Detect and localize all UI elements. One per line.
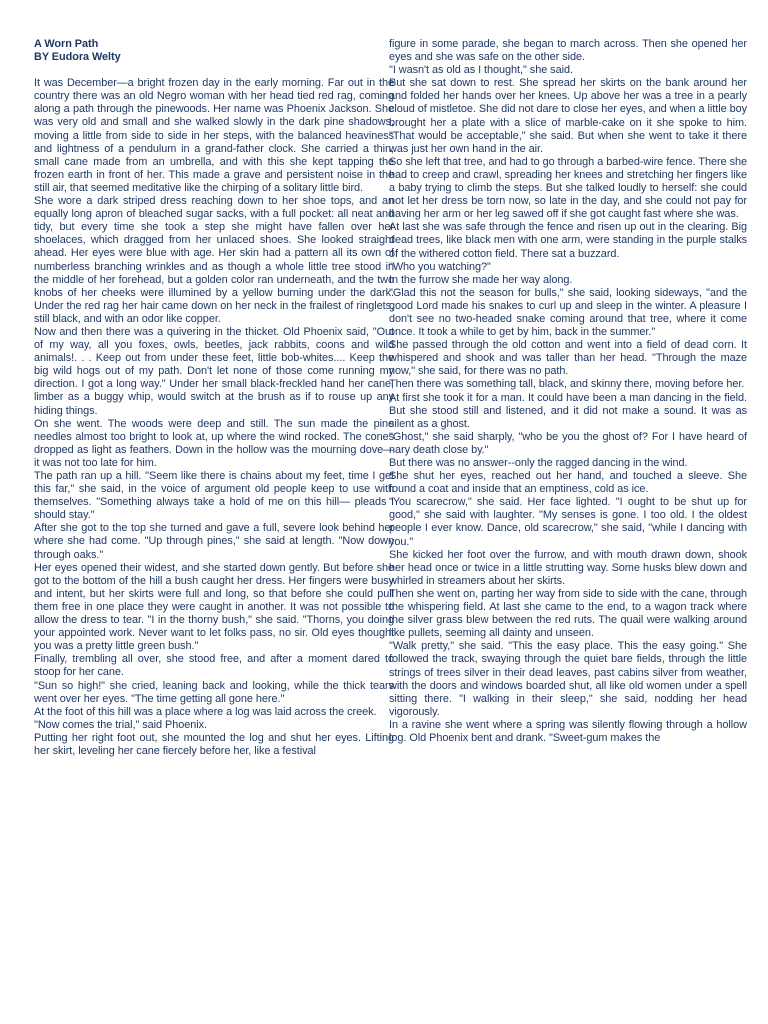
paragraph: After she got to the top she turned and gave a full, severe look behind her where she had come. "Up through pines," she said at length. "Now down through oaks."	[34, 522, 394, 561]
paragraph: So she left that tree, and had to go through a barbed-wire fence. There she had to creep and crawl, spreading her knees and stretching her fingers like a baby trying to climb the steps. But she talked loudly to herself: she could not let her dress be torn now, so late in the day, and she could not pay for having her arm or her leg sawed off if she got caught fast where she was.	[389, 155, 747, 221]
paragraph: It was December—a bright frozen day in the early morning. Far out in the country there was an old Negro woman with her head tied red rag, coming along a path through the pinewoods. Her name was Phoenix Jackson. She was very old and small and she walked slowly in the dark pine shadows, moving a little from side to side in her steps, with the balanced heaviness and lightness of a pendulum in a grand-father clock. She carried a thin, small cane made from an umbrella, and with this she kept tapping the frozen earth in front of her. This made a grave and persistent noise in the still air, that seemed meditative like the chirping of a solitary little bird.	[34, 77, 394, 194]
paragraph: "Glad this not the season for bulls," she said, looking sideways, "and the good Lord made his snakes to curl up and sleep in the winter. A pleasure I don't see no two-headed snake coming around that tree, where it come once. It took a while to get by him, back in the summer."	[389, 286, 747, 339]
paragraph: "Who you watching?"	[389, 260, 491, 273]
paragraph: She passed through the old cotton and went into a field of dead corn. It whispered and shook and was taller than her head. "Through the maze now," she said, for there was no path.	[389, 339, 747, 378]
paragraph: She shut her eyes, reached out her hand, and touched a sleeve. She found a coat and inside that an emptiness, cold as ice.	[389, 470, 747, 496]
paragraph: "Walk pretty," she said. "This the easy place. This the easy going." She followed the track, swaying through the quiet bare fields, through the little strings of trees silver in their dead leaves, past cabins silver from weather, with the doors and windows boarded shut, all like old women under a spell sitting there. "I walking in their sleep," she said, nodding her head vigorously.	[389, 640, 747, 718]
document-title: A Worn Path	[34, 38, 99, 50]
paragraph: "Now comes the trial," said Phoenix.	[34, 718, 207, 731]
right-column	[389, 38, 747, 745]
paragraph: She wore a dark striped dress reaching down to her shoe tops, and an equally long apron of bleached sugar sacks, with a full pocket: all neat and tidy, but every time she took a step she might have fallen over her shoelaces, which dragged from her unlaced shoes. She looked straight ahead. Her eyes were blue with age. Her skin had a pattern all its own of numberless branching wrinkles and as though a whole little tree stood in the middle of her forehead, but a golden color ran underneath, and the two knobs of her cheeks were illumined by a yellow burning under the dark. Under the red rag her hair came down on her neck in the frailest of ringlets, still black, and with an odor like copper.	[34, 195, 394, 325]
paragraph: "You scarecrow," she said. Her face lighted. "I ought to be shut up for good," she said with laughter. "My senses is gone. I too old. I the oldest people I ever know. Dance, old scarecrow," she said, "while I dancing with you."	[389, 496, 747, 548]
paragraph: The path ran up a hill. "Seem like there is chains about my feet, time I get this far," she said, in the voice of argument old people keep to use with themselves. "Something always take a hold of me on this hill— pleads I should stay."	[34, 470, 394, 522]
paragraph: Finally, trembling all over, she stood free, and after a moment dared to stoop for her cane.	[34, 653, 394, 679]
paragraph: But there was no answer--only the ragged dancing in the wind.	[389, 457, 688, 469]
paragraph: "Ghost," she said sharply, "who be you the ghost of? For I have heard of nary death close by."	[389, 430, 747, 456]
paragraph: In the furrow she made her way along.	[389, 273, 573, 286]
author-line: BY Eudora Welty	[34, 51, 121, 64]
paragraph: "I wasn't as old as I thought," she said.	[389, 64, 573, 77]
left-column	[34, 38, 394, 758]
paragraph: In a ravine she went where a spring was silently flowing through a hollow log. Old Phoenix bent and drank. "Sweet-gum makes the	[389, 718, 747, 744]
paragraph: On she went. The woods were deep and still. The sun made the pine needles almost too bright to look at, up where the wind rocked. The cones dropped as light as feathers. Down in the hollow was the mourning dove—it was not too late for him.	[34, 417, 394, 469]
paragraph: Now and then there was a quivering in the thicket. Old Phoenix said, "Out of my way, all you foxes, owls, beetles, jack rabbits, coons and wild animals!. . . Keep out from under these feet, little bob-whites.... Keep the big wild hogs out of my path. Don't let none of those come running my direction. I got a long way." Under her small black-freckled hand her cane, limber as a buggy whip, would switch at the brush as if to rouse up any hiding things.	[34, 325, 394, 417]
paragraph: She kicked her foot over the furrow, and with mouth drawn down, shook her head once or twice in a little strutting way. Some husks blew down and whirled in streamers about her skirts.	[389, 548, 747, 587]
paragraph: Then there was something tall, black, and skinny there, moving before her.	[389, 378, 745, 391]
paragraph: Her eyes opened their widest, and she started down gently. But before she got to the bottom of the hill a bush caught her dress. Her fingers were busy and intent, but her skirts were full and long, so that before she could pull them free in one place they were caught in another. It was not possible to allow the dress to tear. "I in the thorny bush," she said. "Thorns, you doing your appointed work. Never want to let folks pass, no sir. Old eyes thought you was a pretty little green bush."	[34, 561, 394, 653]
paragraph: At first she took it for a man. It could have been a man dancing in the field. But she stood still and listened, and it did not make a sound. It was as silent as a ghost.	[389, 391, 747, 430]
paragraph: At last she was safe through the fence and risen up out in the clearing. Big dead trees, like black men with one arm, were standing in the purple stalks of the withered cotton field. There sat a buzzard.	[389, 221, 747, 260]
paragraph: But she sat down to rest. She spread her skirts on the bank around her and folded her hands over her knees. Up above her was a tree in a pearly cloud of mistletoe. She did not dare to close her eyes, and when a little boy brought her a plate with a slice of marble-cake on it she spoke to him. "That would be acceptable," she said. But when she went to take it there was just her own hand in the air.	[389, 77, 747, 155]
paragraph: Putting her right foot out, she mounted the log and shut her eyes. Lifting her skirt, leveling her cane fiercely before her, like a festival	[34, 731, 394, 757]
paragraph: At the foot of this hill was a place where a log was laid across the creek.	[34, 705, 377, 718]
paragraph: figure in some parade, she began to march across. Then she opened her eyes and she was safe on the other side.	[389, 38, 747, 64]
paragraph: "Sun so high!" she cried, leaning back and looking, while the thick tears went over her eyes. "The time getting all gone here."	[34, 679, 394, 705]
paragraph: Then she went on, parting her way from side to side with the cane, through the whispering field. At last she came to the end, to a wagon track where the silver grass blew between the red ruts. The quail were walking around like pullets, seeming all dainty and unseen.	[389, 587, 747, 640]
